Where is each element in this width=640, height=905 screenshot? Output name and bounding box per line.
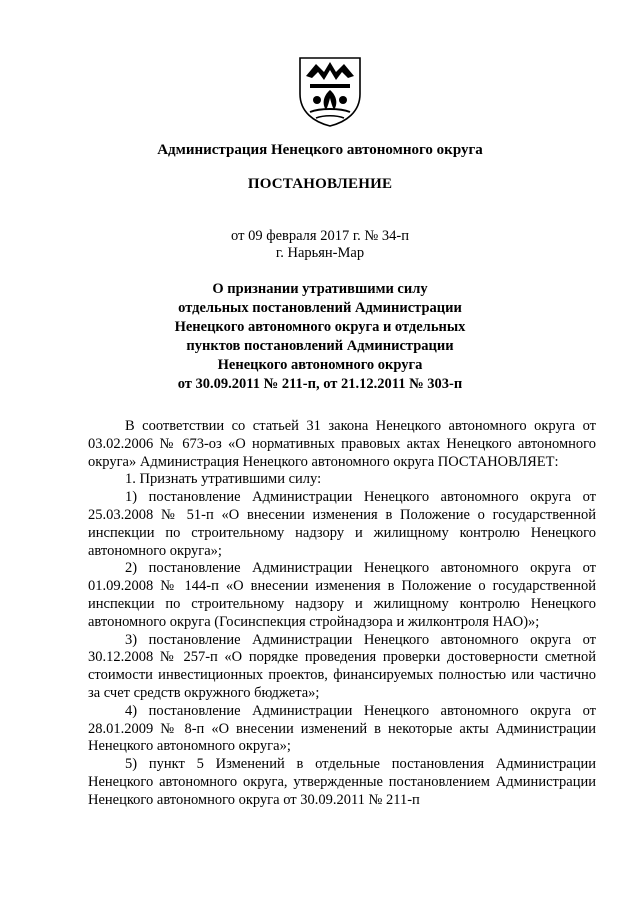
document-body	[88, 418, 596, 810]
coat-of-arms-icon	[296, 54, 364, 128]
document-subject	[0, 280, 640, 394]
item-4: 4) постановление Администрации Ненецкого автономного округа от 28.01.2009 № 8-п «О внесении изменений в некоторые акты Администрации Ненецкого автономного округа»;	[88, 702, 596, 755]
subject-line: пунктов постановлений Администрации	[186, 338, 454, 354]
subject-line: отдельных постановлений Администрации	[178, 300, 462, 316]
item-1: 1) постановление Администрации Ненецкого автономного округа от 25.03.2008 № 51-п «О внесении изменения в Положение о государственной инспекции по строительному надзору и жилищному контролю Ненецкого автономного округа»;	[88, 489, 596, 559]
subject-line: Ненецкого автономного округа	[217, 357, 423, 373]
item-5: 5) пункт 5 Изменений в отдельные постановления Администрации Ненецкого автономного округа, утвержденные постановлением Администрации Ненецкого автономного округа от 30.09.2011 № 211-п	[88, 756, 596, 808]
organization-name: Администрация Ненецкого автономного округа	[157, 142, 483, 158]
item-3: 3) постановление Администрации Ненецкого автономного округа от 30.12.2008 № 257-п «О порядке проведения проверки достоверности сметной стоимости инвестиционных проектов, финансируемых полностью или частично за счет средств окружного бюджета»;	[88, 631, 596, 701]
subject-line: Ненецкого автономного округа и отдельных	[174, 319, 466, 335]
subject-line: О признании утратившими силу	[212, 281, 428, 297]
item-2: 2) постановление Администрации Ненецкого автономного округа от 01.09.2008 № 144-п «О внесении изменения в Положение о государственной инспекции по строительному надзору и жилищному контролю Ненецкого автономного округа (Госинспекция стройнадзора и жилконтроля НАО)»;	[88, 560, 596, 630]
subject-line: от 30.09.2011 № 211-п, от 21.12.2011 № 303-п	[177, 376, 463, 392]
preamble-paragraph: В соответствии со статьей 31 закона Ненецкого автономного округа от 03.02.2006 № 673-оз «О нормативных правовых актах Ненецкого автономного округа» Администрация Ненецкого автономного округа ПОСТАНОВЛЯЕТ:	[88, 418, 596, 470]
document-city: г. Нарьян-Мар	[275, 245, 365, 261]
document-type: ПОСТАНОВЛЕНИЕ	[247, 176, 393, 192]
clause-1: 1. Признать утратившими силу:	[125, 471, 322, 488]
document-date: от 09 февраля 2017 г. № 34-п	[231, 228, 409, 244]
